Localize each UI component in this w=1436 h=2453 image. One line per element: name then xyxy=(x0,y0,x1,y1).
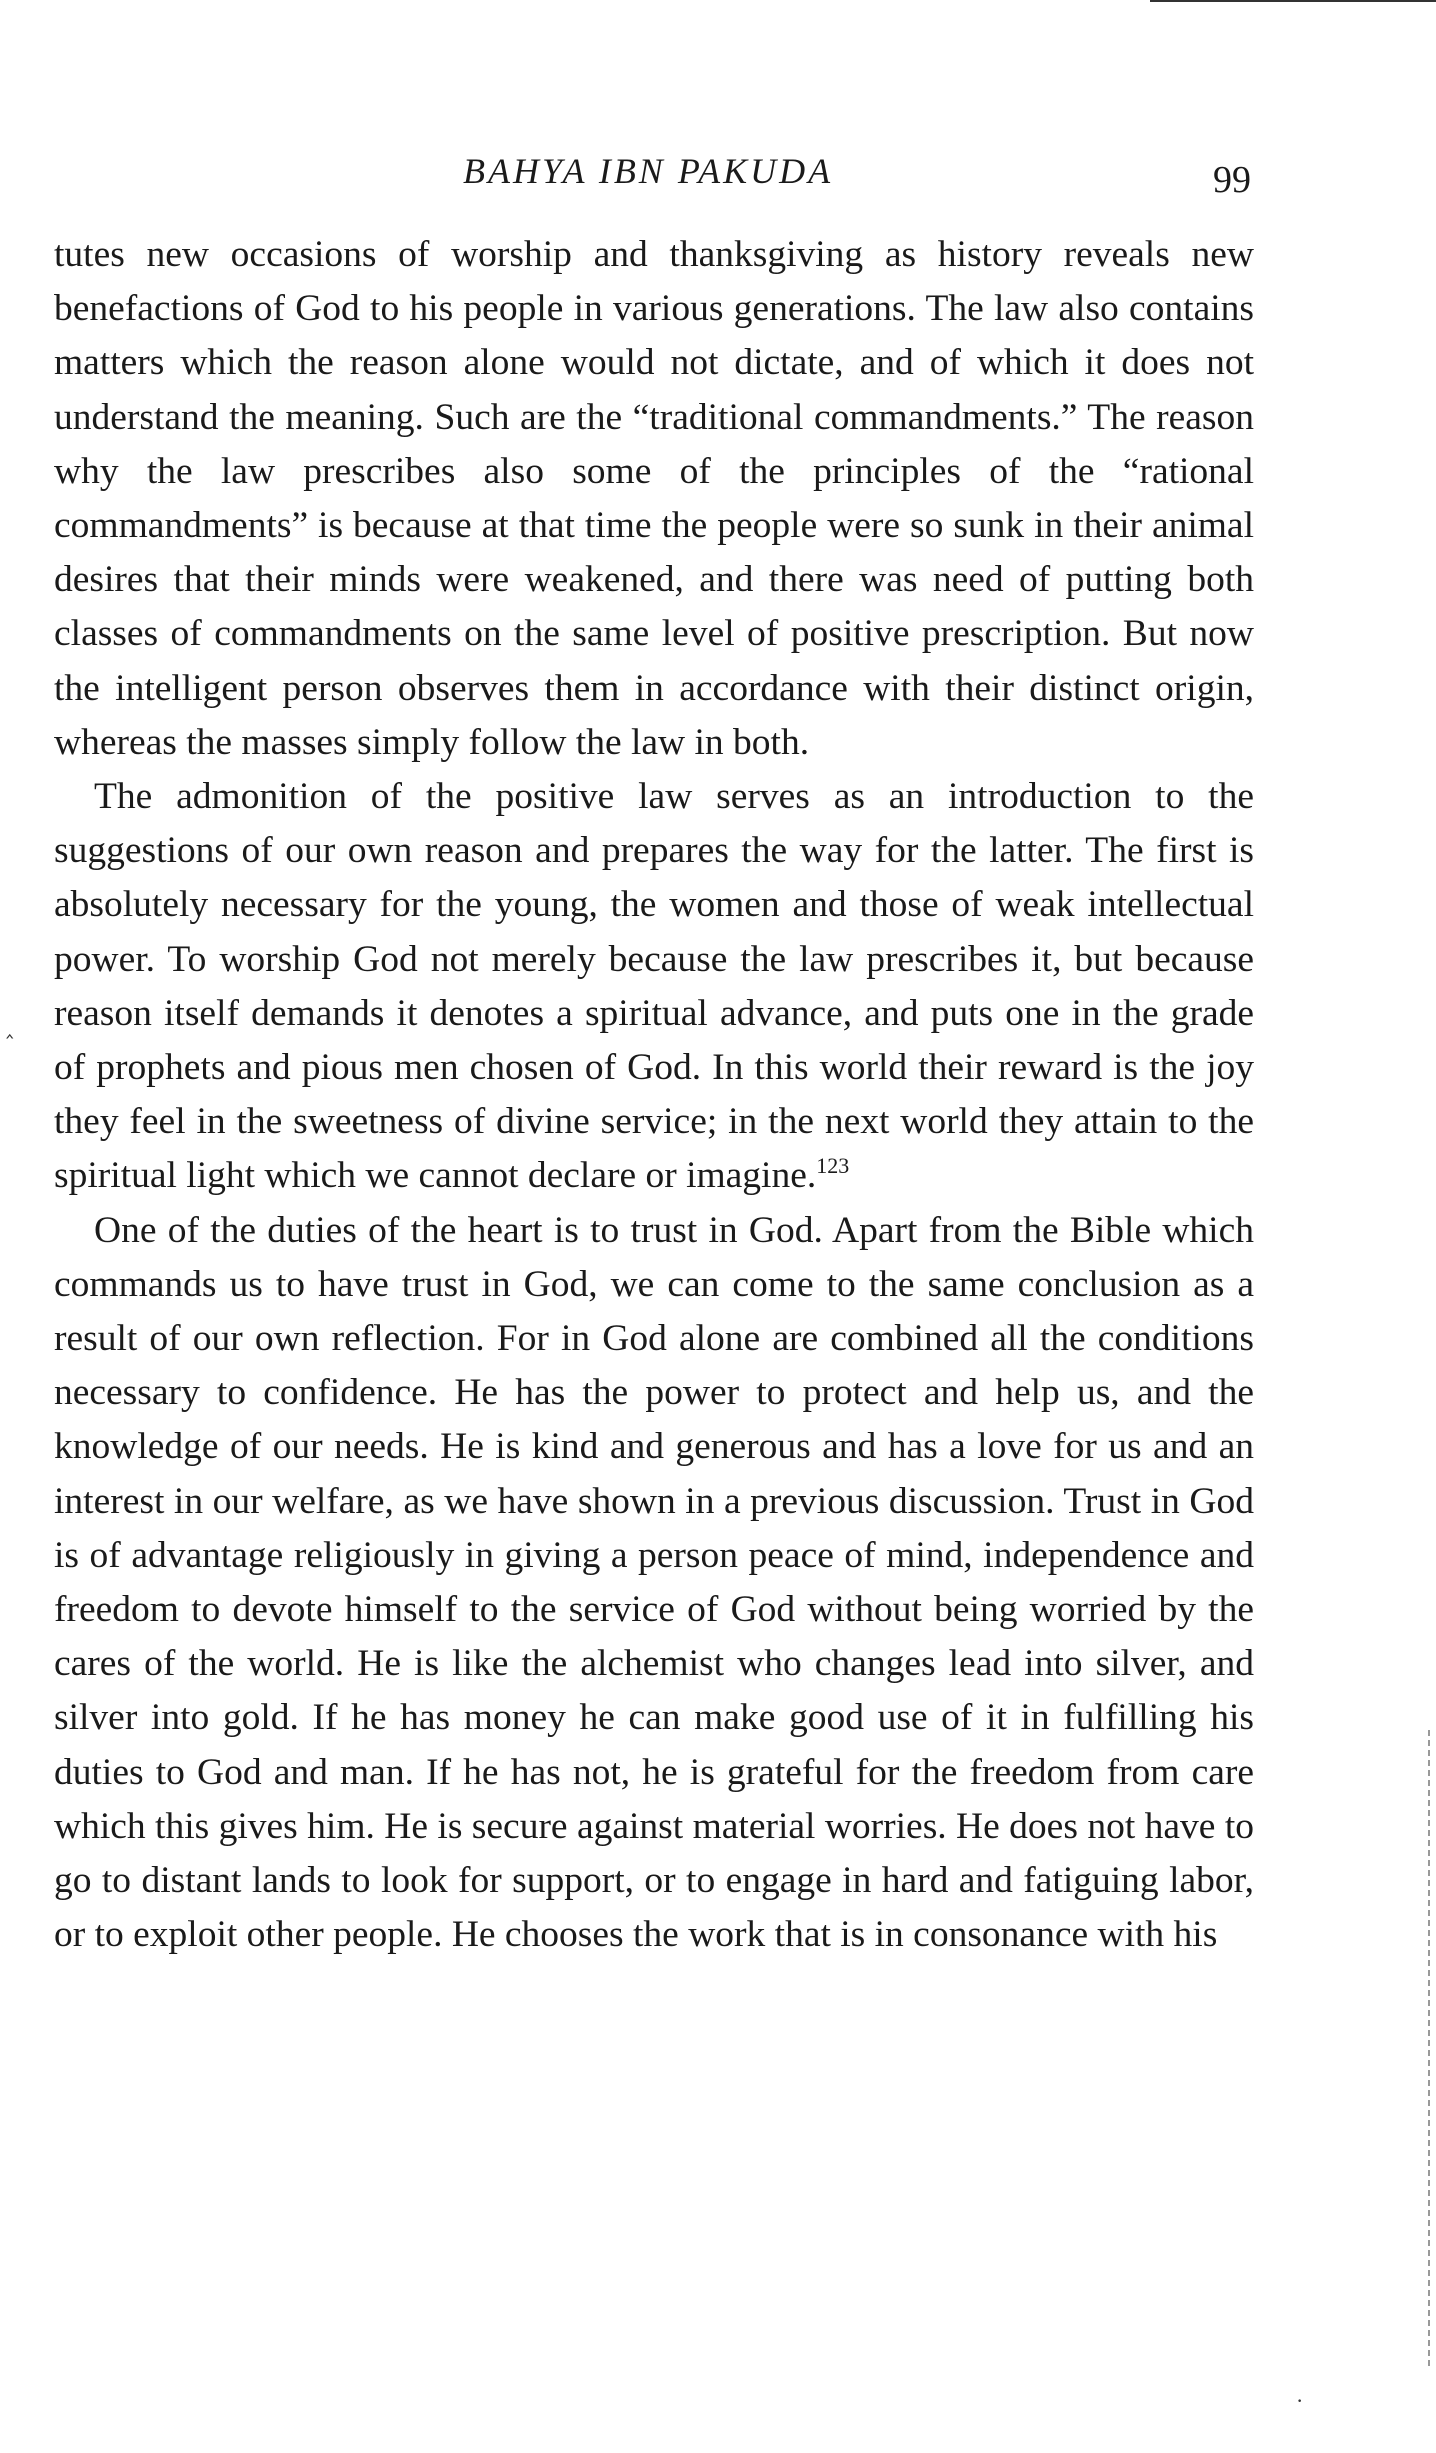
paragraph-continued xyxy=(54,228,1254,770)
paragraph-text: One of the duties of the heart is to trust in God. Apart from the Bible which commands us to have trust in God, we can come to the same conclusion as a result of our own reflection. For in God alone are combined all the conditions necessary to confidence. He has the power to protect and help us, and the knowledge of our needs. He is kind and generous and has a love for us and an interest in our welfare, as we have shown in a previous discussion. Trust in God is of advantage religiously in giving a person peace of mind, independence and freedom to devote himself to the service of God without being worried by the cares of the world. He is like the alchemist who changes lead into silver, and silver into gold. If he has money he can make good use of it in fulfilling his duties to God and man. If he has not, he is grateful for the freedom from care which this gives him. He is secure against material worries. He does not have to go to distant lands to look for support, or to engage in hard and fatiguing labor, or to exploit other people. He chooses the work that is in consonance with his xyxy=(54,1209,1254,1956)
paragraph xyxy=(54,1204,1254,1963)
paragraph xyxy=(54,770,1254,1204)
top-edge-rule xyxy=(1150,0,1436,2)
paragraph-text: The admonition of the positive law serves as an introduction to the suggestions of our own reason and prepares the way for the latter. The first is absolutely necessary for the young, the women and those of weak intellectual power. To worship God not merely because the law prescribes it, but because reason itself demands it denotes a spiritual advance, and puts one in the grade of prophets and pious men chosen of God. In this world their reward is the joy they feel in the sweetness of divine service; in the next world they attain to the spiritual light which we cannot declare or imagine. xyxy=(54,776,1254,1197)
body-text xyxy=(54,228,1254,1963)
page-header xyxy=(0,150,1436,200)
right-edge-scan-mark xyxy=(1428,1730,1430,2370)
margin-speck: · xyxy=(1296,2388,1304,2413)
paragraph-text: tutes new occasions of worship and thanksgiving as history reveals new benefactions of God to his people in various generations. The law also contains matters which the reason alone would not dictate, and of which it does not understand the meaning. Such are the “traditional commandments.” The reason why the law prescribes also some of the principles of the “rational commandments” is because at that time the people were so sunk in their animal desires that their minds were weakened, and there was need of putting both classes of commandments on the same level of positive prescription. But now the intelligent person observes them in accordance with their distinct origin, whereas the masses simply follow the law in both. xyxy=(54,234,1254,763)
page-number: 99 xyxy=(1213,159,1251,201)
footnote-reference[interactable]: 123 xyxy=(816,1153,850,1179)
running-head: BAHYA IBN PAKUDA xyxy=(463,151,834,191)
margin-speck: ‸ xyxy=(6,1013,14,1038)
